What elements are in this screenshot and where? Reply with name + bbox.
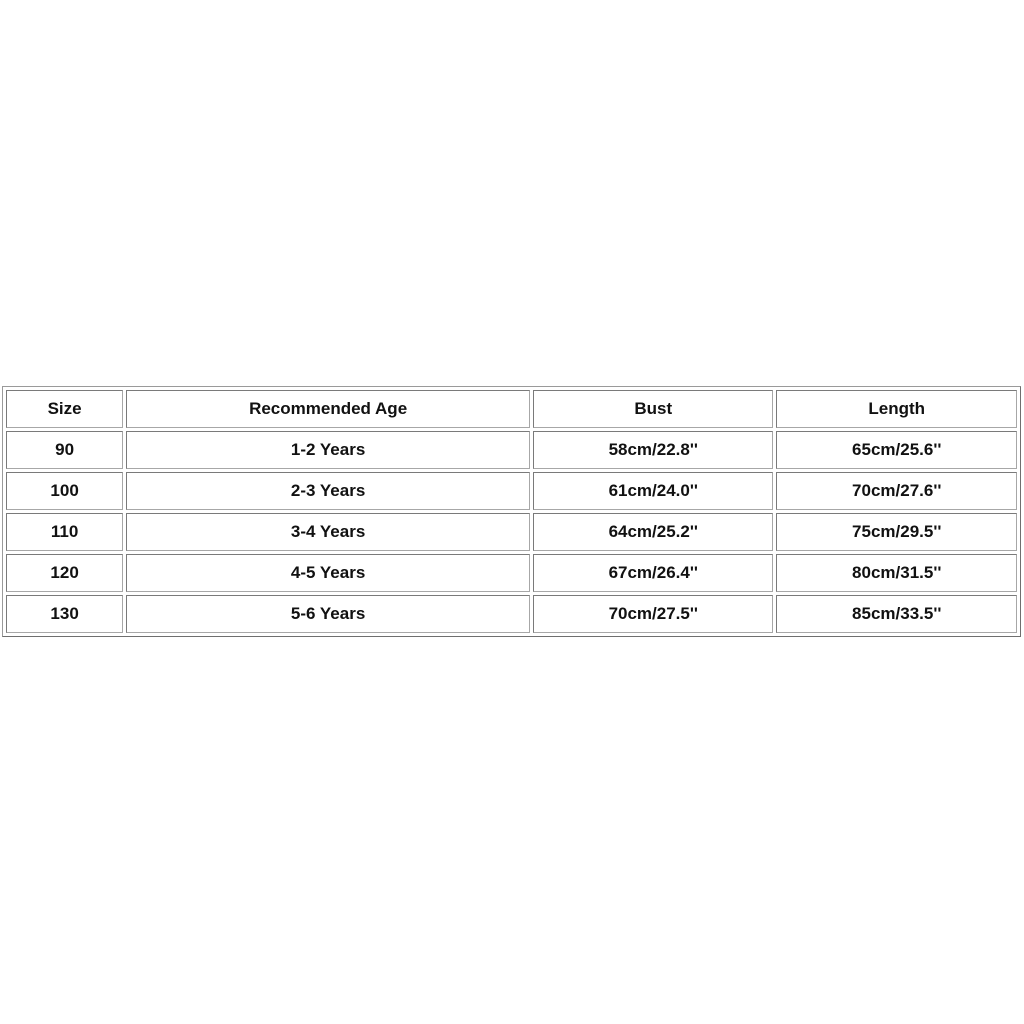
cell-recommended-age: 2-3 Years [126, 472, 530, 510]
header-bust: Bust [533, 390, 773, 428]
table-row [6, 513, 1017, 551]
table-row [6, 472, 1017, 510]
cell-recommended-age: 4-5 Years [126, 554, 530, 592]
cell-size: 130 [6, 595, 123, 633]
table-row [6, 595, 1017, 633]
cell-size: 90 [6, 431, 123, 469]
header-row [6, 390, 1017, 428]
cell-bust: 70cm/27.5'' [533, 595, 773, 633]
header-size: Size [6, 390, 123, 428]
cell-length: 80cm/31.5'' [776, 554, 1017, 592]
cell-length: 85cm/33.5'' [776, 595, 1017, 633]
cell-bust: 64cm/25.2'' [533, 513, 773, 551]
cell-size: 100 [6, 472, 123, 510]
cell-recommended-age: 5-6 Years [126, 595, 530, 633]
cell-bust: 58cm/22.8'' [533, 431, 773, 469]
size-chart-table [2, 386, 1021, 637]
cell-recommended-age: 3-4 Years [126, 513, 530, 551]
header-recommended-age: Recommended Age [126, 390, 530, 428]
cell-size: 120 [6, 554, 123, 592]
table-row [6, 431, 1017, 469]
cell-length: 65cm/25.6'' [776, 431, 1017, 469]
cell-length: 70cm/27.6'' [776, 472, 1017, 510]
cell-size: 110 [6, 513, 123, 551]
cell-bust: 61cm/24.0'' [533, 472, 773, 510]
table-row [6, 554, 1017, 592]
header-length: Length [776, 390, 1017, 428]
cell-recommended-age: 1-2 Years [126, 431, 530, 469]
cell-length: 75cm/29.5'' [776, 513, 1017, 551]
cell-bust: 67cm/26.4'' [533, 554, 773, 592]
